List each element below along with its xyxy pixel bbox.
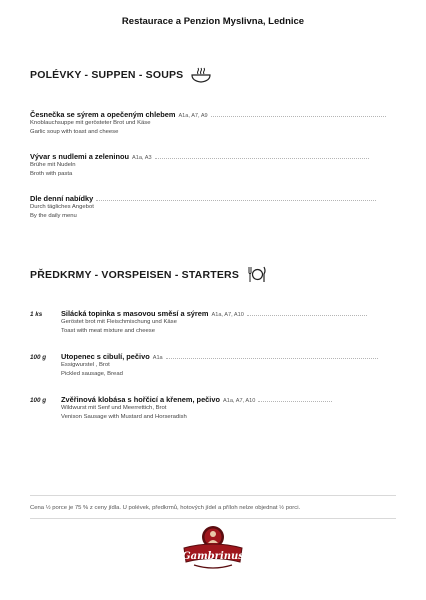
item-name: Utopenec s cibulí, pečivo xyxy=(61,352,150,361)
leader-dots xyxy=(211,115,386,117)
item-desc-en: Toast with meat mixture and cheese xyxy=(61,327,155,334)
item-allergens: A1a, A7, A9 xyxy=(178,113,208,119)
item-name: Česnečka se sýrem a opečeným chlebem xyxy=(30,110,176,119)
item-name: Vývar s nudlemi a zeleninou xyxy=(30,152,129,161)
leader-dots xyxy=(166,357,378,359)
leader-dots xyxy=(96,199,376,201)
leader-dots xyxy=(155,157,369,159)
item-desc-en: Pickled sausage, Bread xyxy=(61,370,123,377)
item-desc-de: Durch tägliches Angebot xyxy=(30,204,94,210)
item-desc-de: Knoblauchsuppe mit gerösteter Brot und Käse xyxy=(30,120,151,126)
fork-plate-knife-icon xyxy=(247,266,267,283)
footer-rule-top xyxy=(30,495,396,496)
menu-item xyxy=(30,110,386,136)
item-quantity: 100 g xyxy=(30,354,47,361)
half-portion-note: Cena ½ porce je 75 % z ceny jídla. U polévek, předkrmů, hotových jídel a příloh nelze objednat ½ porci. xyxy=(30,505,301,511)
item-name: Zvěřinová klobása s hořčicí a křenem, pečivo xyxy=(61,395,220,404)
section-title-soups-text: POLÉVKY - SUPPEN - SOUPS xyxy=(30,69,184,81)
item-desc-de: Brühe mit Nudeln xyxy=(30,162,76,168)
item-desc-de: Wildwurst mit Senf und Meerrettich, Brot xyxy=(61,405,167,411)
menu-item xyxy=(30,152,369,178)
menu-item xyxy=(30,352,378,378)
item-desc-en: By the daily menu xyxy=(30,212,77,219)
section-title-starters xyxy=(30,266,267,283)
item-desc-en: Garlic soup with toast and cheese xyxy=(30,128,119,135)
item-desc-de: Geröstet brot mit Fleischmischung und Käse xyxy=(61,319,177,325)
gambrinus-logo xyxy=(180,522,246,583)
item-desc-en: Venison Sausage with Mustard and Horseradish xyxy=(61,413,187,420)
logo-wordmark: Gambrinus xyxy=(182,551,244,562)
item-allergens: A1a, A7, A10 xyxy=(222,398,256,404)
item-allergens: A1a, A7, A10 xyxy=(211,312,244,318)
menu-item xyxy=(30,395,332,421)
item-name: Silácká topinka s masovou směsí a sýrem xyxy=(61,309,209,318)
soup-bowl-icon xyxy=(191,67,211,83)
item-desc-de: Essigwurstel , Brot xyxy=(61,362,110,368)
section-title-soups xyxy=(30,67,211,83)
page-title: Restaurace a Penzion Myslivna, Lednice xyxy=(121,16,305,27)
item-name: Dle denní nabídky xyxy=(30,194,94,203)
leader-dots xyxy=(247,314,367,316)
leader-dots xyxy=(258,400,332,402)
item-quantity: 100 g xyxy=(30,397,47,404)
footer-rule-bottom xyxy=(30,518,396,519)
item-allergens: A1a, A3 xyxy=(131,155,152,161)
item-quantity: 1 ks xyxy=(30,311,43,318)
section-title-starters-text: PŘEDKRMY - VORSPEISEN - STARTERS xyxy=(30,268,240,281)
menu-item xyxy=(30,309,367,335)
item-desc-en: Broth with pasta xyxy=(30,170,73,177)
menu-item xyxy=(30,194,376,220)
item-allergens: A1a xyxy=(152,355,163,361)
